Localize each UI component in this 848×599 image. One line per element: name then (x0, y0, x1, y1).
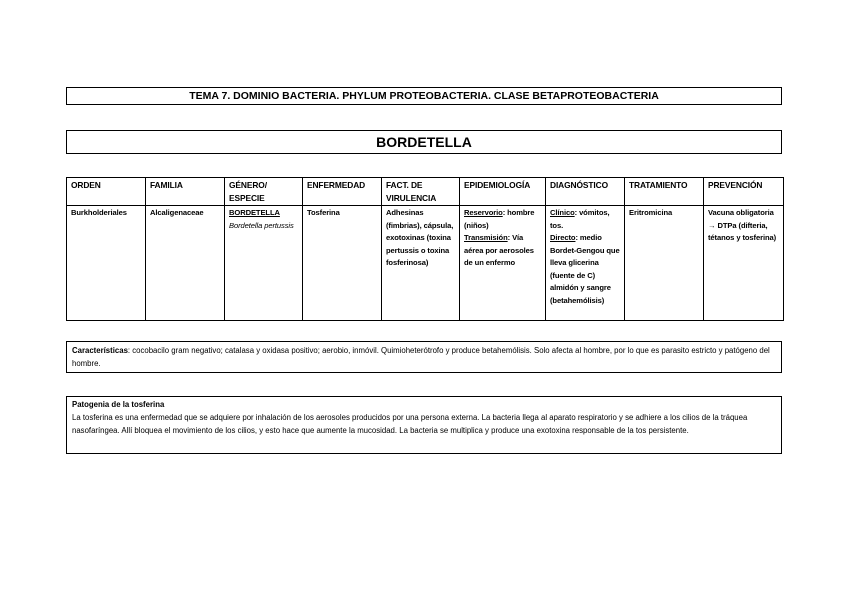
cell-genero (225, 206, 303, 321)
topic-title: TEMA 7. DOMINIO BACTERIA. PHYLUM PROTEOBACTERIA. CLASE BETAPROTEOBACTERIA (66, 87, 782, 105)
cell-epidemiologia (460, 206, 546, 321)
cell-virulencia: Adhesinas (fimbrias), cápsula, exotoxinas (toxina pertussis o toxina fosferinosa) (382, 206, 460, 321)
cell-enfermedad: Tosferina (303, 206, 382, 321)
pathogenesis-text: La tosferina es una enfermedad que se adquiere por inhalación de los aerosoles producidos por una persona externa. La bacteria llega al aparato respiratorio y se adhiere a los cilios de la tráquea nasofaríngea. Allí bloquea el movimiento de los cilios, y esto hace que aumente la mucosidad. La bacteria se multiplica y produce una exotoxina responsable de la tos persistente. (72, 413, 748, 435)
pathogenesis-box (66, 396, 782, 454)
cell-prevencion: Vacuna obligatoria → DTPa (difteria, tétanos y tosferina) (704, 206, 784, 321)
characteristics-box (66, 341, 782, 373)
header-prevencion: PREVENCIÓN (704, 178, 784, 206)
species-name: Bordetella pertussis (229, 220, 294, 230)
header-enfermedad: ENFERMEDAD (303, 178, 382, 206)
genus-heading: BORDETELLA (66, 130, 782, 154)
table-header-row (67, 178, 784, 206)
header-epidemiologia: EPIDEMIOLOGÍA (460, 178, 546, 206)
header-orden: ORDEN (67, 178, 146, 206)
bacteria-table (66, 177, 784, 321)
directo-label: Directo (550, 233, 576, 242)
header-diagnostico: DIAGNÓSTICO (546, 178, 625, 206)
characteristics-text: : cocobacilo gram negativo; catalasa y oxidasa positivo; aerobio, inmóvil. Quimioheterótrofo y produce betahemólisis. Solo afecta al hombre, por lo que es parasito estricto y patógeno del hombre. (72, 346, 770, 368)
header-virulencia: FACT. DE VIRULENCIA (382, 178, 460, 206)
transmision-text: : Vía aérea por aerosoles de un enfermo (464, 233, 534, 267)
header-tratamiento: TRATAMIENTO (625, 178, 704, 206)
directo-text: : medio Bordet-Gengou que lleva glicerina (fuente de C) almidón y sangre (betahemólisis) (550, 233, 620, 305)
header-familia: FAMILIA (146, 178, 225, 206)
table-row (67, 206, 784, 321)
characteristics-label: Características (72, 346, 128, 355)
cell-tratamiento: Eritromicina (625, 206, 704, 321)
reservorio-label: Reservorio (464, 208, 503, 217)
clinico-label: Clínico (550, 208, 575, 217)
clinico-text: : vómitos, tos. (550, 208, 610, 230)
header-genero: GÉNERO/ ESPECIE (225, 178, 303, 206)
genus-name: BORDETELLA (229, 208, 280, 217)
cell-orden: Burkholderiales (67, 206, 146, 321)
cell-diagnostico (546, 206, 625, 321)
transmision-label: Transmisión (464, 233, 508, 242)
cell-familia: Alcaligenaceae (146, 206, 225, 321)
reservorio-text: : hombre (niños) (464, 208, 535, 230)
pathogenesis-heading: Patogenia de la tosferina (72, 400, 165, 409)
